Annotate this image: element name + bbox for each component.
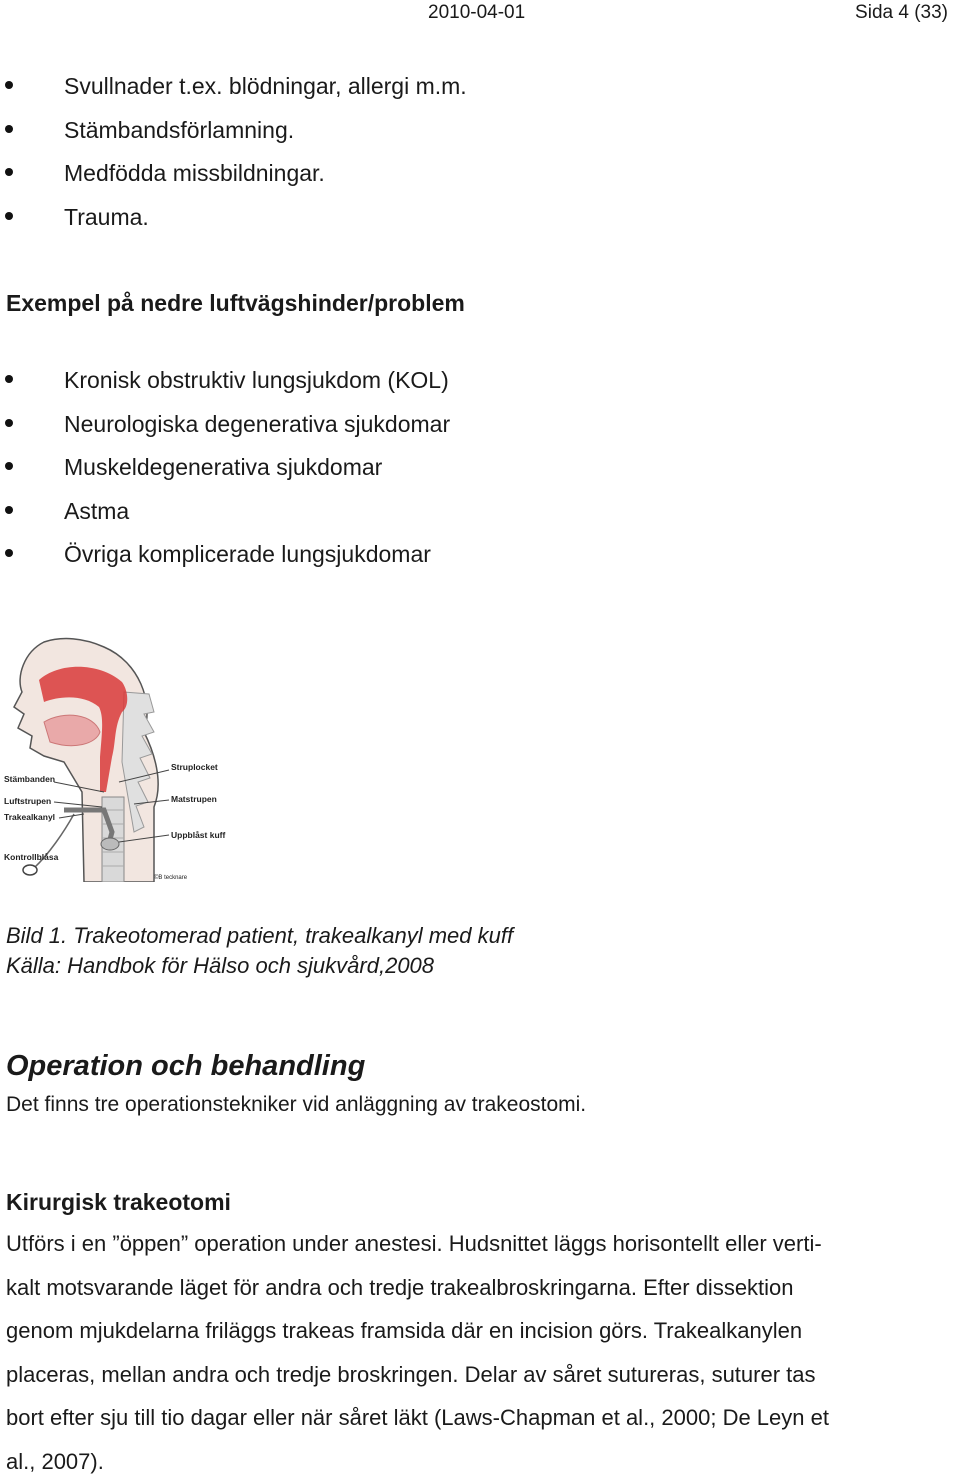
list-item-text: Trauma.	[64, 203, 149, 230]
paragraph-line: placeras, mellan andra och tredje broskringen. Delar av såret sutureras, suturer tas	[6, 1361, 816, 1387]
paragraph-line: genom mjukdelarna friläggs trakeas framsida där en incision görs. Trakealkanylen	[6, 1318, 803, 1344]
bullet-icon	[5, 168, 13, 176]
paragraph-line: al., 2007).	[6, 1448, 104, 1474]
list-item	[0, 453, 940, 497]
list-item-text: Neurologiska degenerativa sjukdomar	[64, 410, 451, 437]
bullet-icon	[5, 506, 13, 514]
figure-caption: Bild 1. Trakeotomerad patient, trakealkanyl med kuff	[6, 923, 514, 948]
bullet-icon	[5, 419, 13, 427]
bullet-icon	[5, 375, 13, 383]
bullet-icon	[5, 125, 13, 133]
list-item	[0, 159, 940, 203]
lower-airway-heading: Exempel på nedre luftvägshinder/problem	[6, 290, 465, 316]
label-struplock: Struplocket	[171, 762, 218, 772]
bullet-icon	[5, 212, 13, 220]
bullet-icon	[5, 81, 13, 89]
label-luftstrupe: Luftstrupen	[4, 796, 52, 806]
paragraph-line: bort efter sju till tio dagar eller när såret läkt (Laws-Chapman et al., 2000; De Leyn et	[6, 1405, 829, 1431]
tracheostomy-illustration	[4, 632, 234, 882]
bullet-icon	[5, 462, 13, 470]
list-item-text: Astma	[64, 497, 130, 524]
operation-paragraph: Det finns tre operationstekniker vid anläggning av trakeostomi.	[6, 1093, 587, 1116]
figure-source: Källa: Handbok för Hälso och sjukvård,2008	[6, 953, 435, 978]
paragraph-line: Utförs i en ”öppen” operation under anestesi. Hudsnittet läggs horisontellt eller verti-	[6, 1231, 822, 1256]
list-item	[0, 540, 940, 584]
label-kuff: Uppblåst kuff	[171, 830, 226, 840]
upper-airway-list	[0, 72, 940, 246]
list-item-text: Kronisk obstruktiv lungsjukdom (KOL)	[64, 367, 449, 393]
label-stamband: Stämbanden	[4, 774, 56, 784]
list-item-text: Svullnader t.ex. blödningar, allergi m.m.	[64, 73, 467, 99]
label-matstrupe: Matstrupen	[171, 794, 217, 804]
pilot-balloon	[23, 865, 37, 875]
section-heading-operation: Operation och behandling	[6, 1050, 366, 1082]
header-page-number: Sida 4 (33)	[855, 2, 948, 23]
list-item	[0, 366, 940, 410]
list-item-text: Övriga komplicerade lungsjukdomar	[64, 541, 431, 567]
paragraph-line: kalt motsvarande läget för andra och tredje trakealbroskringarna. Efter dissektion	[6, 1274, 794, 1300]
section-heading-kirurgisk: Kirurgisk trakeotomi	[6, 1189, 231, 1215]
bullet-icon	[5, 549, 13, 557]
list-item	[0, 72, 940, 116]
list-item	[0, 203, 940, 247]
list-item-text: Stämbandsförlamning.	[64, 116, 295, 143]
list-item	[0, 410, 940, 454]
list-item-text: Medfödda missbildningar.	[64, 160, 325, 186]
list-item-text: Muskeldegenerativa sjukdomar	[64, 454, 383, 480]
header-date: 2010-04-01	[428, 2, 526, 23]
label-credit: ©B tecknare	[154, 875, 188, 881]
list-item	[0, 116, 940, 160]
anatomy-drawing	[4, 632, 234, 882]
label-kontrollblasa: Kontrollblåsa	[4, 852, 59, 862]
label-trakealkanyl: Trakealkanyl	[4, 812, 56, 822]
list-item	[0, 497, 940, 541]
cuff-shape	[101, 838, 119, 850]
kirurgisk-paragraph	[6, 1222, 954, 1484]
lower-airway-list	[0, 366, 940, 584]
